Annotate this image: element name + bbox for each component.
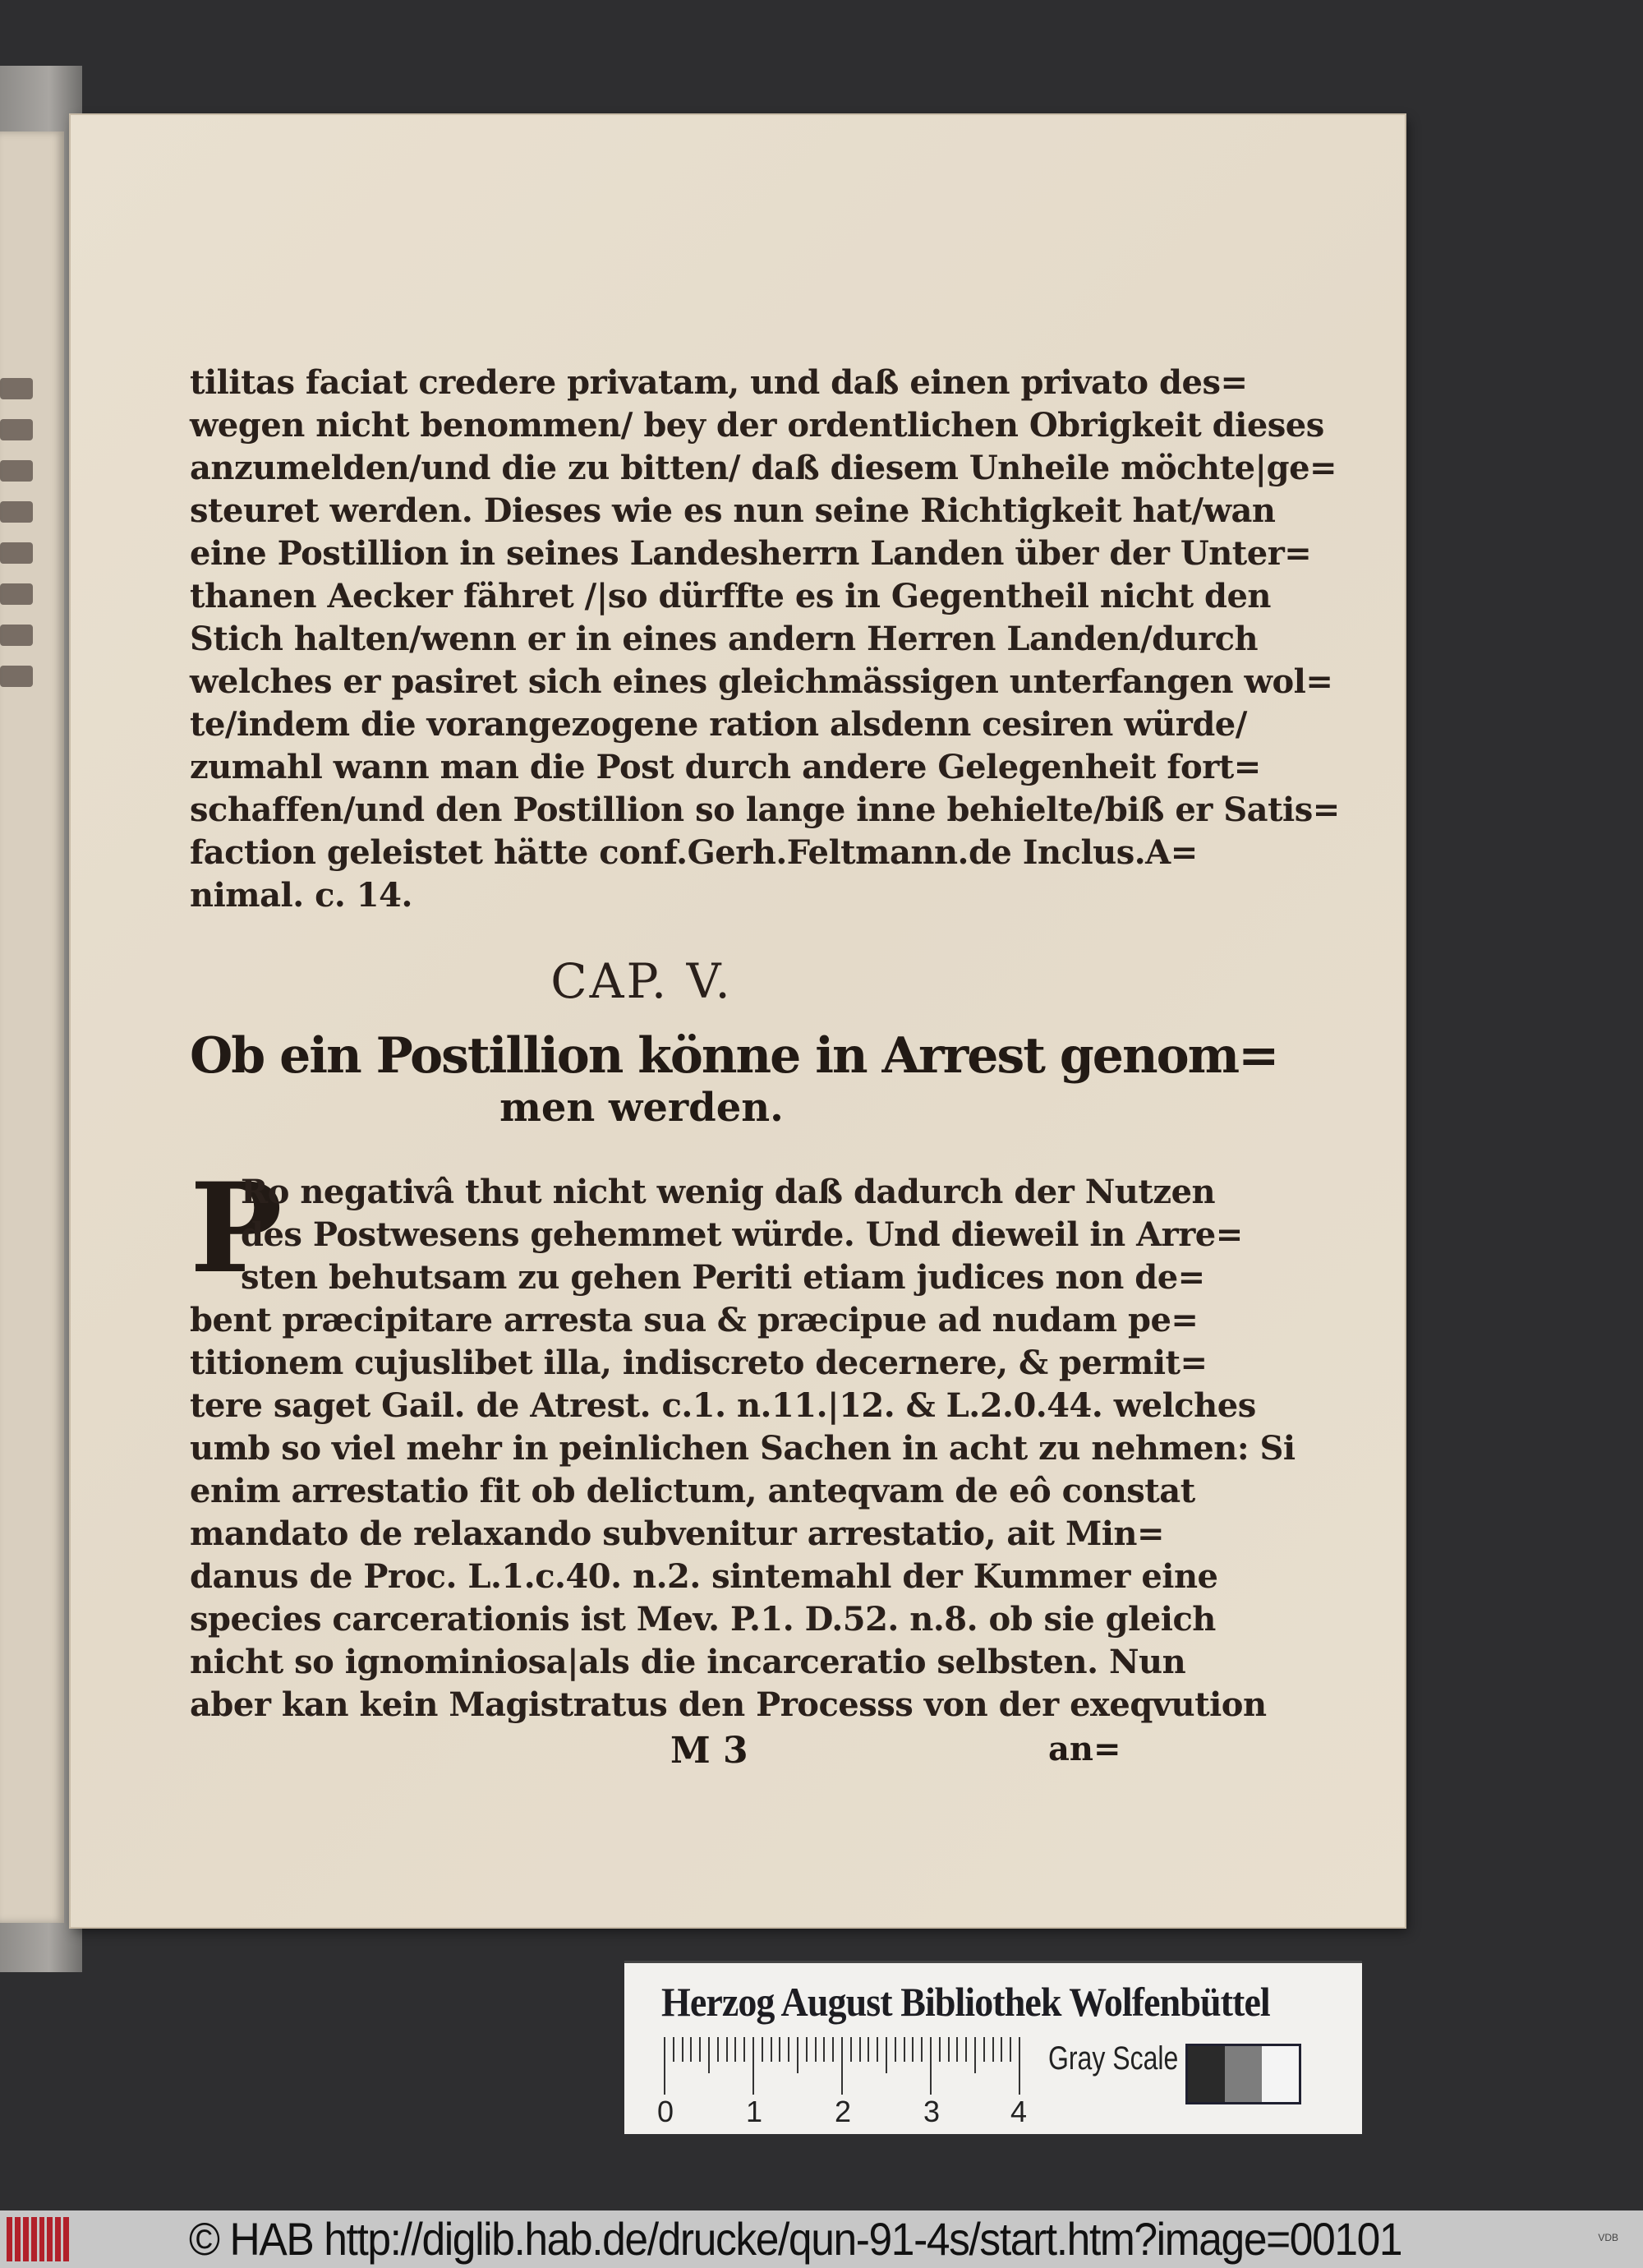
- ruler-tick: [699, 2037, 701, 2062]
- text-line: eine Postillion in seines Landesherrn Landen über der Unter=: [190, 534, 1312, 573]
- ruler-tick: [771, 2037, 772, 2062]
- ruler-tick: [815, 2037, 817, 2062]
- ruler-tick: [956, 2037, 958, 2062]
- ruler-tick: [895, 2037, 896, 2062]
- ruler-tick: [734, 2037, 736, 2062]
- text-line: danus de Proc. L.1.c.40. n.2. sintemahl der Kummer eine: [190, 1557, 1218, 1596]
- text-line: te/indem die vorangezogene ration alsdenn cesiren würde/: [190, 705, 1247, 744]
- chapter-heading-line-2: men werden.: [499, 1085, 784, 1131]
- ruler-tick: [912, 2037, 914, 2062]
- gray-swatch-cell: [1262, 2046, 1299, 2102]
- text-line: titionem cujuslibet illa, indiscreto decernere, & permit=: [190, 1344, 1208, 1382]
- text-line: schaffen/und den Postillion so lange inne behielte/biß er Satis=: [190, 791, 1340, 829]
- text-line: species carcerationis ist Mev. P.1. D.52. n.8. ob sie gleich: [190, 1600, 1216, 1639]
- text-line: wegen nicht benommen/ bey der ordentlichen Obrigkeit dieses: [190, 406, 1324, 445]
- gray-scale-label: Gray Scale: [1048, 2040, 1179, 2077]
- text-line: tere saget Gail. de Atrest. c.1. n.11.|12. & L.2.0.44. welches: [190, 1386, 1256, 1425]
- logo-bar: [23, 2217, 29, 2261]
- gray-swatch-cell: [1188, 2046, 1225, 2102]
- logo-bar: [15, 2217, 21, 2261]
- ruler-tick: [823, 2037, 825, 2062]
- text-line: faction geleistet hätte conf.Gerh.Feltmann.de Inclus.A=: [190, 833, 1198, 872]
- ruler-tick: [832, 2037, 834, 2062]
- logo-bar: [39, 2217, 45, 2261]
- ruler-tick: [904, 2037, 905, 2062]
- text-line: steuret werden. Dieses wie es nun seine Richtigkeit hat/wan: [190, 491, 1276, 530]
- ruler-tick: [673, 2037, 674, 2062]
- text-line: tilitas faciat credere privatam, und daß einen privato des=: [190, 363, 1248, 402]
- text-line: zumahl wann man die Post durch andere Gelegenheit fort=: [190, 748, 1261, 786]
- text-line: umb so viel mehr in peinlichen Sachen in acht zu nehmen: Si: [190, 1429, 1296, 1468]
- text-line: nicht so ignominiosa|als die incarceratio selbsten. Nun: [190, 1643, 1186, 1681]
- ruler-tick: [992, 2037, 994, 2062]
- text-line: welches er pasiret sich eines gleichmässigen unterfangen wol=: [190, 662, 1333, 701]
- logo-bar: [63, 2217, 69, 2261]
- previous-page-edge: [0, 131, 64, 1923]
- copyright-url[interactable]: © HAB http://diglib.hab.de/drucke/qun-91-4s/start.htm?image=00101: [189, 2213, 1402, 2265]
- signature-mark: M 3: [670, 1730, 748, 1772]
- ruler-tick: [1010, 2037, 1011, 2062]
- ruler-tick: [743, 2037, 745, 2062]
- ruler-tick: [886, 2037, 887, 2073]
- text-line: des Postwesens gehemmet würde. Und dieweil in Arre=: [241, 1215, 1243, 1254]
- hab-logo-icon: [7, 2217, 69, 2261]
- ruler-tick: [762, 2037, 763, 2062]
- ruler-tick: [983, 2037, 985, 2062]
- chapter-heading-line-1: Ob ein Postillion könne in Arrest genom=: [190, 1027, 1278, 1085]
- ruler-tick: [664, 2037, 665, 2095]
- scanned-page: [71, 115, 1405, 1927]
- text-line: mandato de relaxando subvenitur arrestatio, ait Min=: [190, 1514, 1165, 1553]
- text-line: aber kan kein Magistratus den Processs von der exeqvution: [190, 1685, 1267, 1724]
- footer-bar: [0, 2210, 1643, 2268]
- text-line: nimal. c. 14.: [190, 876, 412, 915]
- text-line: Ro negativâ thut nicht wenig daß dadurch der Nutzen: [241, 1173, 1216, 1211]
- logo-bar: [55, 2217, 61, 2261]
- gray-scale-swatch: [1185, 2044, 1301, 2104]
- chapter-paragraph: [190, 1156, 1296, 1726]
- text-line: enim arrestatio fit ob delictum, anteqvam de eô constat: [190, 1472, 1195, 1510]
- ruler-tick: [868, 2037, 869, 2062]
- library-name: Herzog August Bibliothek Wolfenbüttel: [661, 1979, 1270, 2025]
- ruler-tick: [708, 2037, 710, 2073]
- ruler-number: 2: [835, 2095, 852, 2128]
- ruler-tick: [841, 2037, 843, 2095]
- ruler-tick: [948, 2037, 950, 2062]
- logo-bar: [7, 2217, 12, 2261]
- ruler-number: 3: [923, 2095, 941, 2128]
- ruler-tick: [806, 2037, 808, 2062]
- logo-bar: [47, 2217, 53, 2261]
- catchword: an=: [1048, 1730, 1121, 1768]
- text-line: anzumelden/und die zu bitten/ daß diesem Unheile möchte|ge=: [190, 449, 1337, 487]
- text-block-continuation: [190, 362, 1340, 917]
- ruler-tick: [1019, 2037, 1020, 2095]
- text-line: sten behutsam zu gehen Periti etiam judices non de=: [241, 1258, 1205, 1297]
- ruler-tick: [1001, 2037, 1002, 2062]
- ruler-tick: [690, 2037, 692, 2062]
- ruler-number: 1: [746, 2095, 763, 2128]
- previous-page-text-fragments: [0, 378, 33, 707]
- footer-mark: VDB: [1598, 2232, 1618, 2243]
- ruler-tick: [788, 2037, 789, 2062]
- color-scale-card: [624, 1961, 1362, 2134]
- ruler-tick: [930, 2037, 932, 2095]
- ruler-tick: [974, 2037, 976, 2073]
- ruler-tick: [877, 2037, 878, 2062]
- ruler-tick: [939, 2037, 941, 2062]
- ruler-tick: [850, 2037, 852, 2062]
- text-line: bent præcipitare arresta sua & præcipue ad nudam pe=: [190, 1301, 1199, 1339]
- drop-cap: P: [190, 1156, 283, 1301]
- ruler-tick: [779, 2037, 780, 2062]
- ruler-tick: [921, 2037, 923, 2062]
- ruler-tick: [752, 2037, 754, 2095]
- ruler: [664, 2037, 1025, 2095]
- ruler-tick: [682, 2037, 683, 2062]
- ruler-tick: [726, 2037, 728, 2062]
- ruler-tick: [797, 2037, 798, 2073]
- ruler-number: 4: [1010, 2095, 1028, 2128]
- gray-swatch-cell: [1225, 2046, 1262, 2102]
- text-line: thanen Aecker fähret /|so dürffte es in Gegentheil nicht den: [190, 577, 1271, 615]
- ruler-tick: [859, 2037, 861, 2062]
- ruler-tick: [965, 2037, 967, 2062]
- chapter-number: CAP. V.: [550, 953, 733, 1009]
- logo-bar: [31, 2217, 37, 2261]
- ruler-tick: [717, 2037, 719, 2062]
- ruler-number: 0: [657, 2095, 674, 2128]
- text-line: Stich halten/wenn er in eines andern Herren Landen/durch: [190, 620, 1259, 658]
